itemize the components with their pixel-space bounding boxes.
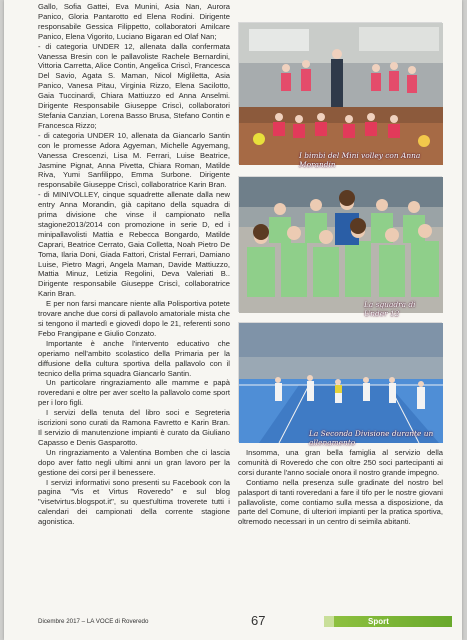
paragraph: - di MINIVOLLEY, cinque squadrette allenate dalla new entry Anna Morandin, già capitano della squadra di prima divisione che vinse il campionato nella stagione2013/2014 con promozione in serie D, ed i minipallavolisti Mattia e Rebecca Bongardo, Matilde Caprari, Beatrice Cerrato, Gaia Colletta, Noah Pietro De Toma, Ilaria Doni, Giada Fattori, Cristal Ferrari, Damiano Luise, Pietro Magri, Angela Maman, Davide Mattiuzzo, Mattia Minuz, Letizia Regolini, Deva Valeriati B.. Dirigente responsabile Giuseppe Criscì, collaboratrice Karin Bran. (38, 190, 230, 299)
paragraph: - di categoria UNDER 10, allenata da Giancarlo Santin con le promesse Adora Agyeman, Michelle Agyemang, Vanessa Crescenzi, Lisa M. Ferrari, Luise Beatrice, Jasmine Pignat, Anna Pivetta, Chiara Roman, Matilde Riva, Yumi Sanfilippo, Emma Surbone. Dirigente responsabile Giuseppe Criscì, collaboratrice Karin Bran. (38, 130, 230, 190)
section-label: Sport (334, 616, 452, 627)
paragraph: E per non farsi mancare niente alla Polisportiva potete trovare anche due corsi di pallavolo amatoriale mista che si tengono il martedì e giovedì dopo le 21, referenti sono Febo Frangipane e Giulio Conzato. (38, 299, 230, 338)
photo-caption: La Seconda Divisione durante un allenamento (309, 429, 434, 447)
right-text-column (238, 448, 443, 527)
paragraph: Un particolare ringraziamento alle mamme e papà roveredani e oltre per aver scelto la pallavolo come sport per i loro figli. (38, 378, 230, 408)
photo-minivolley (238, 22, 442, 169)
paragraph: Insomma, una gran bella famiglia al servizio della comunità di Roveredo che con oltre 250 soci partecipanti ai corsi durante l'anno sociale onora il nostro grande impegno. (238, 448, 443, 477)
paragraph: I servizi informativi sono presenti su Facebook con la pagina "Vis et Virtus Roveredo" e sul blog "visetvirtus.blogspot.it", su quest'ultima troverete tutti i calendari dei campionati della corrente stagione agonistica. (38, 477, 230, 527)
paragraph: Importante è anche l'intervento educativo che operiamo nell'ambito scolastico della Primaria per la diffusione della cultura sportiva della pallavolo con il tecnico della prima squadra Giancarlo Santin. (38, 338, 230, 378)
photo-caption: La squadra di Under 12 (364, 300, 416, 318)
paragraph: I servizi della tenuta del libro soci e Segreteria iscrizioni sono curati da Ramona Favretto e Karin Bran. Il servizio di manutenzione impianti è curato da Giuliano Capasso e Denis Gasparotto. (38, 408, 230, 447)
paragraph: - di categoria UNDER 12, allenata dalla confermata Vanessa Bresin con le pallavoliste Rachele Bernardini, Vittoria Carretta, Alice Contin, Angelica Criscì, Francesca Del Savio, Agata S. Maman, Nicol Migliletta, Asia Panico, Vanesa Pitau, Virginia Rizzo, Elena Sacilotto, Gaia Tuccinardi, Chiara Mattiuzzo ed Anna Anselmi. Dirigente Responsabile Giuseppe Criscì, collaboratori Stefania Canzian, Lorena Basso Brusa, Stefano Contin e Francesca Rizzo; (38, 41, 230, 130)
paragraph: Un ringraziamento a Valentina Bomben che ci lascia dopo aver fatto negli ultimi anni un gran lavoro per la gestione dei corsi per il benessere. (38, 447, 230, 477)
page-number: 67 (251, 613, 266, 628)
paragraph: Contiamo nella presenza sulle gradinate del nostro bel palasport di tanti roveredani a fare il tifo per le nostre giovani pallavoliste, come contiamo sulla messa a disposizione, da parte del Comune, di ulteriori impianti per la pratica sportiva, oltremodo necessari in un centro di seimila abitanti. (238, 477, 443, 527)
paragraph: Gallo, Sofia Gattei, Eva Munini, Asia Nan, Aurora Panico, Gloria Pantarotto ed Elena Rodini. Dirigente responsabile Gessica Filippetto, collaboratori Amilcare Panico, Elena Vigorito, Luciano Bigaran ed Olaf Nan; (38, 2, 230, 41)
left-text-column (38, 0, 230, 527)
photo-caption: I bimbi del Mini volley con Anna Morandin (299, 151, 421, 169)
photo-under12 (238, 176, 442, 318)
magazine-page (4, 0, 462, 640)
photo-seconda-divisione (238, 322, 442, 447)
footer-issue: Dicembre 2017 – LA VOCE di Roveredo (38, 618, 149, 625)
